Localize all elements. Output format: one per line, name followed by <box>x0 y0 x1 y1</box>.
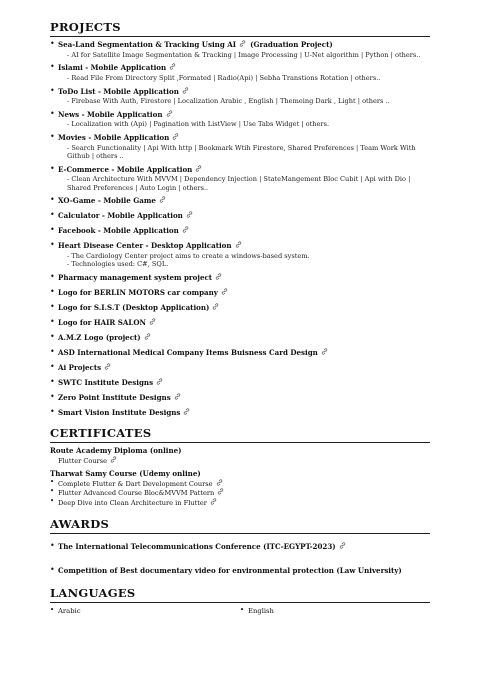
project-title-text: Sea-Land Segmentation & Tracking Using AI <box>58 40 237 49</box>
project-title <box>58 110 430 121</box>
project-title-text: News - Mobile Application <box>58 109 163 119</box>
project-description: Github | others .. <box>67 151 124 160</box>
project-item <box>50 196 430 207</box>
project-item <box>50 40 430 59</box>
section-heading: AWARDS <box>50 517 110 532</box>
award-name: Competition of Best documentary video for environmental protection (Law University) <box>58 565 402 575</box>
project-title-text: Islami - Mobile Application <box>58 63 167 73</box>
link-icon[interactable] <box>235 241 242 252</box>
project-title <box>58 348 430 359</box>
link-icon[interactable] <box>212 303 219 314</box>
link-icon[interactable] <box>149 318 156 329</box>
link-icon[interactable] <box>110 456 117 466</box>
project-description: - The Cardiology Center project aims to create a windows-based system. <box>67 251 310 260</box>
link-icon[interactable] <box>221 288 228 299</box>
certificate-name: Flutter Course <box>58 456 108 465</box>
section-heading: LANGUAGES <box>50 586 136 601</box>
certificate-name: Complete Flutter & Dart Development Course <box>58 479 213 488</box>
language-item: • Arabic <box>50 607 240 616</box>
project-item <box>50 133 430 160</box>
link-icon[interactable] <box>182 226 189 237</box>
project-item <box>50 348 430 359</box>
project-title <box>58 318 430 329</box>
certificate-list <box>50 446 430 507</box>
award-item <box>50 542 430 553</box>
project-title-text: ASD International Medical Company Items Buisness Card Design <box>58 347 318 357</box>
certificate-item <box>50 479 430 489</box>
award-name: The International Telecommunications Conference (ITC-EGYPT-2023) <box>58 542 336 552</box>
certificates-section <box>50 426 430 507</box>
certificate-item <box>50 456 430 466</box>
project-title <box>58 196 430 207</box>
project-title-text: Smart Vision Institute Designs <box>58 407 181 417</box>
project-item <box>50 226 430 237</box>
project-title-text: SWTC Institute Designs <box>58 377 154 387</box>
link-icon[interactable] <box>172 133 179 144</box>
project-tag: (Graduation Project) <box>250 40 333 49</box>
project-description: Shared Preferences | Auto Login | others.. <box>67 183 209 192</box>
project-title-text: E-Commerce - Mobile Application <box>58 164 193 174</box>
project-title <box>58 303 430 314</box>
link-icon[interactable] <box>182 87 189 98</box>
link-icon[interactable] <box>239 40 246 51</box>
project-item <box>50 273 430 284</box>
project-title-text: Ai Projects <box>58 362 102 372</box>
project-description: - Technologies used: C#, SQL. <box>67 260 169 269</box>
link-icon[interactable] <box>169 63 176 74</box>
language-list <box>50 607 430 616</box>
project-title <box>58 408 430 419</box>
project-title <box>58 393 430 404</box>
project-title <box>58 363 430 374</box>
project-title-text: Zero Point Institute Designs <box>58 392 171 402</box>
projects-section <box>50 20 430 418</box>
link-icon[interactable] <box>166 110 173 121</box>
award-title <box>58 542 430 553</box>
project-item <box>50 241 430 268</box>
link-icon[interactable] <box>183 408 190 419</box>
project-item <box>50 288 430 299</box>
project-item <box>50 87 430 106</box>
project-title-text: Calculator - Mobile Application <box>58 211 183 221</box>
link-icon[interactable] <box>195 165 202 176</box>
project-title-text: Logo for BERLIN MOTORS car company <box>58 287 218 297</box>
section-divider <box>50 602 430 603</box>
project-title <box>58 133 430 144</box>
project-title-text: XO-Game - Mobile Game <box>58 196 156 206</box>
link-icon[interactable] <box>174 393 181 404</box>
project-description: - Localization with (Api) | Pagination with ListView | Use Tabs Widget | others. <box>67 120 330 129</box>
certificate-item <box>50 498 430 508</box>
link-icon[interactable] <box>156 378 163 389</box>
link-icon[interactable] <box>216 479 223 489</box>
project-item <box>50 393 430 404</box>
project-item <box>50 333 430 344</box>
project-title <box>58 63 430 74</box>
award-item <box>50 566 430 576</box>
awards-section <box>50 517 430 575</box>
project-item <box>50 318 430 329</box>
project-title <box>58 378 430 389</box>
project-item <box>50 363 430 374</box>
language-item: • English <box>240 607 430 616</box>
section-heading: CERTIFICATES <box>50 426 152 441</box>
project-description: - Read File From Directory Split ,Formated | Radio(Api) | Sebha Transtions Rotation | others.. <box>67 73 381 82</box>
certificate-name: Flutter Advanced Course Bloc&MVVM Pattern <box>58 489 215 498</box>
link-icon[interactable] <box>210 498 217 508</box>
project-title-text: Heart Disease Center - Desktop Application <box>58 241 232 251</box>
project-title <box>58 226 430 237</box>
link-icon[interactable] <box>217 488 224 498</box>
section-divider <box>50 442 430 443</box>
link-icon[interactable] <box>104 363 111 374</box>
project-list <box>50 40 430 418</box>
project-title <box>58 40 430 51</box>
project-title <box>58 87 430 98</box>
languages-section <box>50 586 430 616</box>
section-divider <box>50 533 430 534</box>
award-list <box>50 542 430 575</box>
project-title <box>58 333 430 344</box>
project-title-text: A.M.Z Logo (project) <box>58 332 141 342</box>
link-icon[interactable] <box>321 348 328 359</box>
section-divider <box>50 36 430 37</box>
link-icon[interactable] <box>186 211 193 222</box>
project-item <box>50 378 430 389</box>
project-item <box>50 165 430 192</box>
certificate-name: Deep Dive into Clean Architecture in Flutter <box>58 498 207 507</box>
project-description: - Search Functionality | Api With http | Bookmark Wtih Firestore, Shared Preferences | Team Work With <box>67 143 416 152</box>
project-title-text: Facebook - Mobile Application <box>58 226 179 236</box>
certificate-item <box>50 488 430 498</box>
project-description: - Clean Architecture With MVVM | Dependency Injection | StateMangement Bloc Cubit | Api with Dio | <box>67 175 411 184</box>
project-title <box>58 211 430 222</box>
project-description: - Firebase With Auth, Firestore | Localization Arabic , English | Themeing Dark , Light | others .. <box>67 97 390 106</box>
project-title-text: ToDo List - Mobile Application <box>58 86 179 96</box>
link-icon[interactable] <box>159 196 166 207</box>
link-icon[interactable] <box>339 542 346 553</box>
project-title <box>58 165 430 176</box>
project-title-text: Movies - Mobile Application <box>58 133 170 143</box>
project-item <box>50 408 430 419</box>
project-title <box>58 241 430 252</box>
project-item <box>50 211 430 222</box>
link-icon[interactable] <box>215 273 222 284</box>
certificate-provider: Route Academy Diploma (online) <box>50 446 182 456</box>
award-title <box>58 566 430 576</box>
project-item <box>50 303 430 314</box>
project-title <box>58 288 430 299</box>
section-heading: PROJECTS <box>50 20 121 34</box>
link-icon[interactable] <box>144 333 151 344</box>
project-title <box>58 273 430 284</box>
project-description: - AI for Satellite Image Segmentation & Tracking | Image Processing | U-Net algorithm | Python | others.. <box>67 50 421 59</box>
cv-page <box>50 20 430 616</box>
project-title-text: Logo for S.I.S.T (Desktop Application) <box>58 302 210 312</box>
project-title-text: Pharmacy management system project <box>58 272 213 282</box>
project-item <box>50 63 430 82</box>
project-title-text: Logo for HAIR SALON <box>58 317 147 327</box>
project-item <box>50 110 430 129</box>
certificate-provider: Tharwat Samy Course (Udemy online) <box>50 469 201 479</box>
